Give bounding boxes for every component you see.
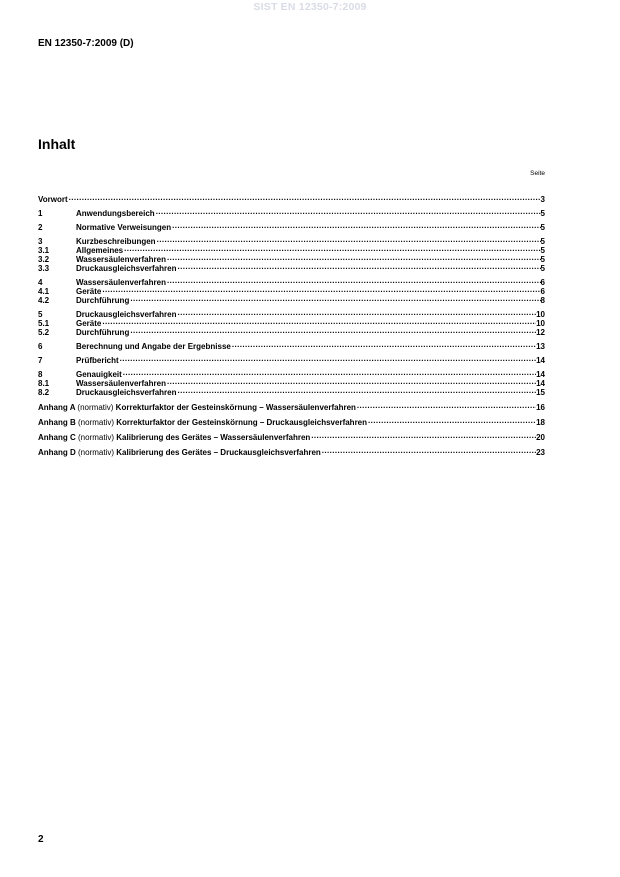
- dot-leader: [68, 193, 541, 202]
- toc-annex-label: [38, 418, 367, 427]
- toc-entry-number: Vorwort: [38, 195, 68, 204]
- toc-entry-number: 8: [38, 370, 43, 379]
- toc-entry-label: Wassersäulenverfahren: [76, 278, 166, 287]
- toc-annex-label: [38, 403, 356, 412]
- toc-entry-page: 10: [536, 319, 545, 328]
- toc-entry-page: 3: [540, 195, 545, 204]
- annex-title: Kalibrierung des Gerätes – Druckausgleichsverfahren: [116, 448, 321, 457]
- dot-leader: [101, 285, 540, 294]
- toc-annex-label: [38, 448, 321, 457]
- toc-entry[interactable]: [38, 308, 545, 317]
- toc-entry-number: 5.1: [38, 319, 50, 328]
- page-number: 2: [38, 834, 44, 845]
- toc-entry[interactable]: [38, 354, 545, 363]
- toc-entry-page: 6: [540, 278, 545, 287]
- toc-entry[interactable]: [38, 326, 545, 335]
- dot-leader: [119, 354, 536, 363]
- annex-title: Kalibrierung des Gerätes – Wassersäulenverfahren: [116, 433, 311, 442]
- toc-entry-number: 8.1: [38, 379, 50, 388]
- dot-leader: [166, 253, 541, 262]
- toc-entry-page: 10: [536, 310, 545, 319]
- toc-entry-number: 3.1: [38, 246, 50, 255]
- toc-entry[interactable]: [38, 253, 545, 262]
- toc-annex-label: [38, 433, 310, 442]
- toc-entry-number: 4.1: [38, 287, 50, 296]
- toc-entry-page: 5: [540, 237, 545, 246]
- toc-entry[interactable]: [38, 340, 545, 349]
- dot-leader: [101, 317, 536, 326]
- toc-entry-page: 23: [536, 448, 545, 457]
- toc-entry-label: Druckausgleichsverfahren: [76, 310, 177, 319]
- toc-entry-number: 3: [38, 237, 43, 246]
- annex-type: (normativ): [77, 403, 114, 412]
- toc-entry-label: Anwendungsbereich: [76, 209, 155, 218]
- toc-entry[interactable]: [38, 235, 545, 244]
- toc-entry-page: 16: [536, 403, 545, 412]
- dot-leader: [177, 308, 537, 317]
- toc-entry[interactable]: [38, 221, 545, 230]
- toc-entry-number: 5: [38, 310, 43, 319]
- document-id: EN 12350-7:2009 (D): [38, 38, 134, 49]
- toc-entry-page: 20: [536, 433, 545, 442]
- toc-entry-number: 2: [38, 223, 43, 232]
- toc-entry[interactable]: [38, 386, 545, 395]
- dot-leader: [310, 431, 536, 440]
- toc-entry-page: 14: [536, 370, 545, 379]
- toc-entry-label: Durchführung: [76, 296, 130, 305]
- toc-entry[interactable]: [38, 244, 545, 253]
- toc-entry-page: 5: [540, 255, 545, 264]
- dot-leader: [129, 294, 540, 303]
- toc-entry-page: 15: [536, 388, 545, 397]
- toc-entry-page: 5: [540, 246, 545, 255]
- table-of-contents: [38, 193, 545, 455]
- toc-entry-number: 8.2: [38, 388, 50, 397]
- toc-entry-number: 4: [38, 278, 43, 287]
- page-column-label: Seite: [530, 170, 545, 177]
- annex-prefix: Anhang B: [38, 418, 76, 427]
- toc-entry-number: 3.3: [38, 264, 50, 273]
- toc-annex-entry[interactable]: [38, 431, 545, 440]
- annex-title: Korrekturfaktor der Gesteinskörnung – Druckausgleichsverfahren: [116, 418, 368, 427]
- toc-entry[interactable]: [38, 285, 545, 294]
- toc-entry[interactable]: [38, 377, 545, 386]
- dot-leader: [367, 416, 536, 425]
- dot-leader: [155, 207, 541, 216]
- toc-entry-label: Normative Verweisungen: [76, 223, 172, 232]
- toc-entry-number: 6: [38, 342, 43, 351]
- annex-type: (normativ): [78, 448, 115, 457]
- toc-entry-label: Prüfbericht: [76, 356, 119, 365]
- toc-annex-entry[interactable]: [38, 401, 545, 410]
- toc-entry[interactable]: [38, 262, 545, 271]
- toc-entry[interactable]: [38, 317, 545, 326]
- dot-leader: [321, 446, 536, 455]
- toc-entry-label: Geräte: [76, 319, 102, 328]
- toc-entry-number: 4.2: [38, 296, 50, 305]
- toc-annex-entry[interactable]: [38, 446, 545, 455]
- dot-leader: [122, 368, 536, 377]
- dot-leader: [177, 386, 537, 395]
- toc-entry-label: Geräte: [76, 287, 102, 296]
- dot-leader: [156, 235, 541, 244]
- toc-entry-page: 14: [536, 379, 545, 388]
- toc-entry[interactable]: [38, 193, 545, 202]
- watermark: SIST EN 12350-7:2009: [253, 1, 367, 13]
- toc-entry-label: Kurzbeschreibungen: [76, 237, 156, 246]
- toc-entry-page: 12: [536, 328, 545, 337]
- dot-leader: [166, 377, 536, 386]
- toc-entry-page: 18: [536, 418, 545, 427]
- annex-type: (normativ): [78, 433, 115, 442]
- toc-entry-page: 8: [540, 296, 545, 305]
- page-title: Inhalt: [38, 136, 76, 152]
- annex-prefix: Anhang A: [38, 403, 76, 412]
- dot-leader: [123, 244, 540, 253]
- dot-leader: [166, 276, 541, 285]
- toc-entry-page: 5: [540, 209, 545, 218]
- annex-prefix: Anhang C: [38, 433, 76, 442]
- toc-entry-page: 13: [536, 342, 545, 351]
- toc-entry-label: Durchführung: [76, 328, 130, 337]
- toc-entry-page: 14: [536, 356, 545, 365]
- toc-entry-label: Druckausgleichsverfahren: [76, 388, 177, 397]
- dot-leader: [171, 221, 540, 230]
- toc-entry-number: 3.2: [38, 255, 50, 264]
- toc-entry-label: Wassersäulenverfahren: [76, 255, 166, 264]
- dot-leader: [129, 326, 536, 335]
- toc-entry-page: 5: [540, 264, 545, 273]
- toc-entry-number: 7: [38, 356, 43, 365]
- annex-type: (normativ): [78, 418, 115, 427]
- dot-leader: [231, 340, 536, 349]
- toc-entry-label: Allgemeines: [76, 246, 124, 255]
- annex-title: Korrekturfaktor der Gesteinskörnung – Wassersäulenverfahren: [115, 403, 356, 412]
- toc-entry-number: 5.2: [38, 328, 50, 337]
- toc-entry-page: 5: [540, 223, 545, 232]
- toc-entry[interactable]: [38, 368, 545, 377]
- toc-entry-label: Berechnung und Angabe der Ergebnisse: [76, 342, 231, 351]
- toc-entry-number: 1: [38, 209, 43, 218]
- toc-entry[interactable]: [38, 294, 545, 303]
- toc-entry-page: 6: [540, 287, 545, 296]
- toc-annex-entry[interactable]: [38, 416, 545, 425]
- dot-leader: [177, 262, 541, 271]
- toc-entry-label: Druckausgleichsverfahren: [76, 264, 177, 273]
- toc-entry-label: Wassersäulenverfahren: [76, 379, 166, 388]
- toc-entry[interactable]: [38, 276, 545, 285]
- toc-entry-label: Genauigkeit: [76, 370, 122, 379]
- toc-entry[interactable]: [38, 207, 545, 216]
- dot-leader: [356, 401, 536, 410]
- annex-prefix: Anhang D: [38, 448, 76, 457]
